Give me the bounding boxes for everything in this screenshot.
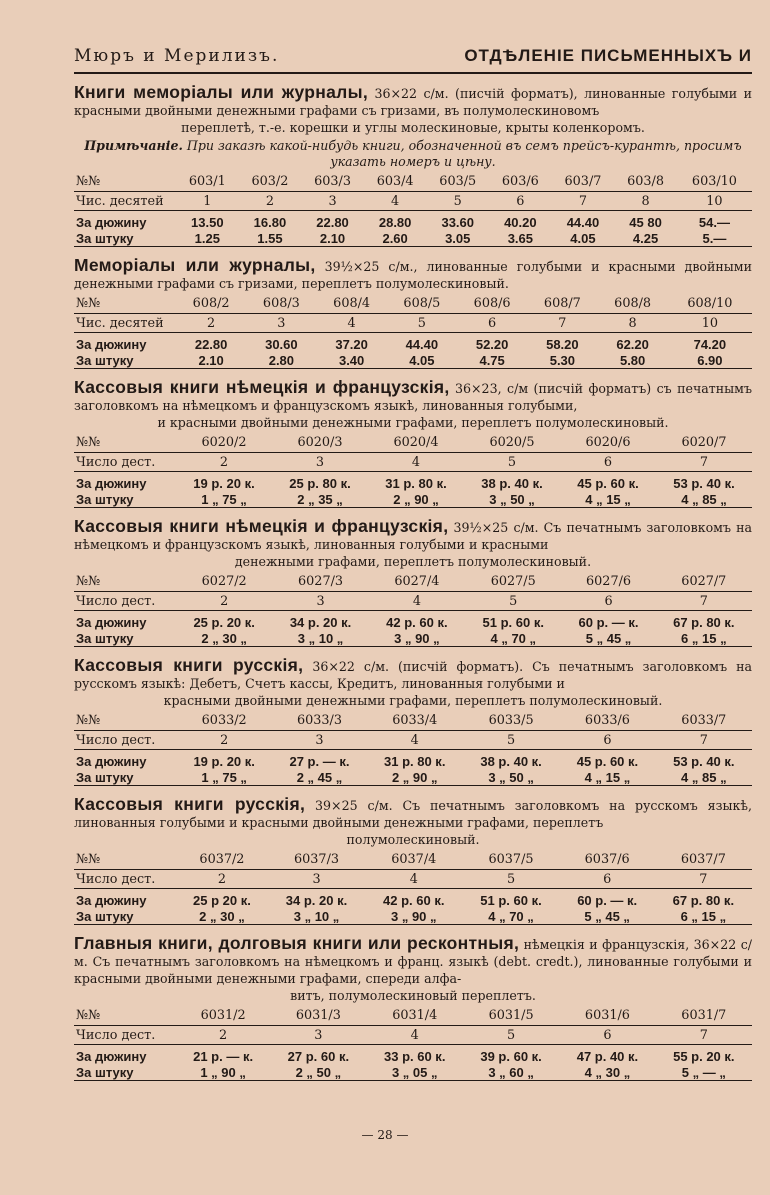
table-cell: 3 <box>301 192 364 211</box>
table-cell: 3.65 <box>489 230 552 247</box>
table-cell: 5 „ 45 „ <box>561 630 655 647</box>
section-intro <box>74 84 752 136</box>
table-cell: 7 <box>656 731 752 750</box>
table-cell: 6031/3 <box>295 1008 341 1023</box>
table-cell: 6027/6 <box>586 574 632 589</box>
table-cell: 2 <box>176 314 246 333</box>
table-cell: 3 „ 50 „ <box>464 491 560 508</box>
catalog-number-row <box>74 294 752 314</box>
table-cell: 8 <box>614 192 677 211</box>
table-cell: 60 р. — к. <box>577 892 638 908</box>
row-label: За дюжину <box>76 1048 147 1064</box>
table-cell: 3 <box>268 870 365 889</box>
table-cell: 4.25 <box>614 230 677 247</box>
section-description-end: денежными графами, переплетъ полумолескиновый. <box>234 554 592 569</box>
table-cell: 47 р. 40 к. <box>576 1048 639 1064</box>
table-cell: 2 „ 35 „ <box>272 491 368 508</box>
row-label: За дюжину <box>76 892 147 908</box>
table-cell: 6 <box>561 592 655 611</box>
table-cell: 6037/2 <box>199 852 245 867</box>
table-cell: 603/1 <box>188 174 226 189</box>
table-cell: 42 р. 60 к. <box>386 614 448 630</box>
table-cell: 6027/3 <box>298 574 344 589</box>
table-cell: 4 <box>367 731 463 750</box>
table-cell: 6033/6 <box>584 713 630 728</box>
section-intro <box>74 935 752 1004</box>
table-cell: 608/4 <box>333 296 371 311</box>
table-cell: 33.60 <box>441 214 475 230</box>
quantity-row <box>74 453 752 472</box>
quantity-row <box>74 192 752 211</box>
table-cell: 6020/4 <box>393 435 439 450</box>
price-section <box>74 379 752 508</box>
table-cell: 4 <box>317 314 387 333</box>
table-cell: 7 <box>655 870 752 889</box>
row-label: №№ <box>76 852 101 867</box>
quantity-row <box>74 870 752 889</box>
table-cell: 2 „ 90 „ <box>368 491 464 508</box>
table-cell: 2 „ 90 „ <box>367 769 463 786</box>
catalog-number-row <box>74 850 752 870</box>
table-cell: 22.80 <box>316 214 349 230</box>
catalog-number-row <box>74 1006 752 1026</box>
section-intro <box>74 657 752 709</box>
table-cell: 44.40 <box>405 336 439 352</box>
table-cell: 45 р. 60 к. <box>577 475 639 491</box>
table-cell: 6037/3 <box>294 852 340 867</box>
table-cell: 6 <box>559 1026 655 1045</box>
table-cell: 39 р. 60 к. <box>480 1048 542 1064</box>
table-cell: 31 р. 80 к. <box>385 475 447 491</box>
table-cell: 25 р 20 к. <box>193 892 251 908</box>
section-title: Меморіалы или журналы, <box>74 255 316 275</box>
price-per-dozen-row <box>74 336 752 352</box>
table-cell: 30.60 <box>265 336 298 352</box>
table-cell: 16.80 <box>253 214 287 230</box>
note-label: Примѣчаніе. <box>84 138 183 153</box>
table-cell: 6033/4 <box>392 713 438 728</box>
table-cell: 3 „ 10 „ <box>272 630 368 647</box>
price-section <box>74 657 752 786</box>
table-cell: 5.30 <box>527 352 597 369</box>
table-cell: 3 <box>272 453 368 472</box>
section-title: Кассовыя книги русскія, <box>74 655 304 675</box>
table-cell: 608/5 <box>403 296 441 311</box>
table-cell: 608/2 <box>192 296 230 311</box>
note-text: При заказѣ какой-нибудь книги, обозначенной въ семъ прейсъ-курантѣ, просимъ указать номеръ и цѣну. <box>186 138 742 169</box>
price-per-dozen-row <box>74 614 752 630</box>
table-cell: 3 <box>272 731 366 750</box>
table-cell: 53 р. 40 к. <box>673 475 735 491</box>
table-cell: 4 „ 70 „ <box>465 630 561 647</box>
table-cell: 608/7 <box>543 296 581 311</box>
table-cell: 22.80 <box>194 336 228 352</box>
table-cell: 60 р. — к. <box>578 614 639 630</box>
table-cell: 3 <box>246 314 316 333</box>
section-description-end: витъ, полумолескиновый переплетъ. <box>290 988 536 1003</box>
price-table <box>74 572 752 647</box>
row-label: За штуку <box>74 1064 176 1081</box>
table-cell: 6037/6 <box>584 852 630 867</box>
table-cell: 53 р. 40 к. <box>673 753 735 769</box>
table-cell: 51 р. 60 к. <box>480 892 542 908</box>
table-cell: 2 <box>176 731 272 750</box>
table-cell: 5 <box>463 731 559 750</box>
section-title: Кассовыя книги русскія, <box>74 794 306 814</box>
table-cell: 7 <box>552 192 615 211</box>
table-cell: 55 р. 20 к. <box>673 1048 735 1064</box>
section-intro <box>74 796 752 848</box>
table-cell: 6 „ 15 „ <box>656 630 752 647</box>
table-cell: 52.20 <box>475 336 509 352</box>
price-per-dozen-row <box>74 753 752 769</box>
section-description-end: переплетѣ, т.-е. корешки и углы молескиновые, крыты коленкоромъ. <box>181 120 645 135</box>
table-cell: 2 <box>176 1026 270 1045</box>
section-description: 36×22 с/м. (писчій форматъ). Съ печатнымъ заголовкомъ на русскомъ языкѣ: Дебетъ, Счетъ кассы, Кредитъ, линованныя голубыми и <box>74 659 752 691</box>
table-cell: 608/10 <box>687 296 733 311</box>
table-cell: 45 р. 60 к. <box>576 753 639 769</box>
table-cell: 51 р. 60 к. <box>482 614 544 630</box>
price-table <box>74 850 752 925</box>
price-per-dozen-row <box>74 1048 752 1064</box>
table-cell: 3 „ 50 „ <box>463 769 559 786</box>
table-cell: 5 „ 45 „ <box>560 908 655 925</box>
row-label: За дюжину <box>76 753 147 769</box>
table-cell: 6031/7 <box>681 1008 727 1023</box>
table-cell: 42 р. 60 к. <box>383 892 445 908</box>
table-cell: 608/3 <box>262 296 300 311</box>
table-cell: 45 80 <box>629 214 662 230</box>
section-title: Кассовыя книги нѣмецкія и французскія, <box>74 516 449 536</box>
table-cell: 4.05 <box>552 230 615 247</box>
section-description-end: и красными двойными денежными графами, переплетъ полумолескиновый. <box>157 415 669 430</box>
table-cell: 34 р. 20 к. <box>289 614 352 630</box>
row-label: За дюжину <box>76 614 147 630</box>
price-per-piece-row <box>74 230 752 247</box>
table-cell: 608/6 <box>473 296 511 311</box>
running-head <box>74 0 752 74</box>
row-label: За штуку <box>74 491 176 508</box>
table-cell: 603/3 <box>314 174 351 189</box>
table-cell: 2 <box>176 592 272 611</box>
table-cell: 608/8 <box>614 296 652 311</box>
row-label: За дюжину <box>76 336 147 352</box>
table-cell: 8 <box>598 314 668 333</box>
table-cell: 33 р. 60 к. <box>384 1048 446 1064</box>
table-cell: 603/2 <box>251 174 289 189</box>
section-description: 39×25 с/м. Съ печатнымъ заголовкомъ на русскомъ языкѣ, линованныя голубыми и красными двойными денежными графами, переплетъ <box>74 798 752 830</box>
table-cell: 5 <box>463 1026 559 1045</box>
section-description: 39½×25 с/м., линованные голубыми и красными двойными денежными графами съ гризами, переплетъ полумолескиновый. <box>74 259 752 291</box>
table-cell: 6020/6 <box>585 435 631 450</box>
price-per-dozen-row <box>74 892 752 908</box>
price-section <box>74 84 752 247</box>
row-label: №№ <box>76 435 101 450</box>
table-cell: 67 р. 80 к. <box>672 892 735 908</box>
row-label: За штуку <box>74 230 176 247</box>
row-label: Число дест. <box>74 731 176 750</box>
catalog-number-row <box>74 433 752 453</box>
table-cell: 2 <box>239 192 302 211</box>
table-cell: 3 „ 90 „ <box>369 630 465 647</box>
catalog-number-row <box>74 572 752 592</box>
table-cell: 25 р. 80 к. <box>289 475 351 491</box>
price-table <box>74 172 752 247</box>
price-table <box>74 433 752 508</box>
table-cell: 3 „ 10 „ <box>268 908 365 925</box>
table-cell: 5 <box>464 453 560 472</box>
row-label: Число дест. <box>74 870 176 889</box>
running-head-right: ОТДѢЛЕНІЕ ПИСЬМЕННЫХЪ И <box>464 46 752 65</box>
price-per-dozen-row <box>74 214 752 230</box>
page-number: — 28 — <box>361 1128 409 1142</box>
table-cell: 19 р. 20 к. <box>193 753 255 769</box>
table-cell: 6020/5 <box>489 435 535 450</box>
table-cell: 44.40 <box>566 214 600 230</box>
table-cell: 54.— <box>698 214 730 230</box>
section-description: нѣмецкія и французскія, 36×22 с/м. Съ печатнымъ заголовкомъ на нѣмецкомъ и франц. языкѣ (debt. credt.), линованные голубыми и красными двойными денежными графами, спереди алфа- <box>74 937 752 986</box>
row-label: №№ <box>76 1008 101 1023</box>
table-cell: 5.— <box>677 230 752 247</box>
row-label: За штуку <box>74 908 176 925</box>
price-section <box>74 518 752 647</box>
quantity-row <box>74 314 752 333</box>
price-per-piece-row <box>74 1064 752 1081</box>
price-per-piece-row <box>74 630 752 647</box>
table-cell: 6027/4 <box>394 574 440 589</box>
price-per-piece-row <box>74 352 752 369</box>
table-cell: 4 <box>365 870 462 889</box>
table-cell: 5.80 <box>598 352 668 369</box>
running-head-left: Мюръ и Мерилизъ. <box>74 46 280 66</box>
table-cell: 38 р. 40 к. <box>480 753 542 769</box>
table-cell: 28.80 <box>378 214 412 230</box>
table-cell: 34 р. 20 к. <box>285 892 348 908</box>
table-cell: 7 <box>656 592 752 611</box>
table-cell: 4 „ 70 „ <box>462 908 559 925</box>
section-intro <box>74 257 752 292</box>
table-cell: 603/10 <box>691 174 737 189</box>
price-section <box>74 935 752 1081</box>
price-section <box>74 796 752 925</box>
section-description-end: красными двойными денежными графами, переплетъ полумолескиновый. <box>163 693 663 708</box>
table-cell: 37.20 <box>335 336 368 352</box>
price-per-piece-row <box>74 769 752 786</box>
table-cell: 58.20 <box>546 336 579 352</box>
table-cell: 603/5 <box>439 174 477 189</box>
table-cell: 1 „ 75 „ <box>176 491 272 508</box>
section-intro <box>74 518 752 570</box>
table-cell: 6033/5 <box>488 713 534 728</box>
table-cell: 6033/7 <box>681 713 727 728</box>
table-cell: 2.10 <box>176 352 246 369</box>
table-cell: 1.55 <box>239 230 302 247</box>
table-cell: 6031/4 <box>392 1008 438 1023</box>
catalog-number-row <box>74 711 752 731</box>
row-label: Чис. десятей <box>74 314 176 333</box>
table-cell: 6037/5 <box>488 852 534 867</box>
table-cell: 4 „ 15 „ <box>559 769 655 786</box>
catalog-number-row <box>74 172 752 192</box>
table-cell: 5 „ — „ <box>656 1064 752 1081</box>
table-cell: 603/6 <box>501 174 539 189</box>
table-cell: 6037/4 <box>391 852 437 867</box>
row-label: За дюжину <box>76 475 147 491</box>
table-cell: 2 „ 50 „ <box>270 1064 366 1081</box>
section-description: 36×23, с/м (писчій форматъ) съ печатнымъ заголовкомъ на нѣмецкомъ и французскомъ языкѣ, линованныя голубыми, <box>74 381 752 413</box>
table-cell: 603/7 <box>564 174 602 189</box>
table-cell: 2 „ 30 „ <box>176 630 272 647</box>
section-description: 36×22 с/м. (писчій форматъ), линованные голубыми и красными двойными денежными графами съ гризами, въ полумолескиновомъ <box>74 86 753 118</box>
table-cell: 4 „ 30 „ <box>559 1064 655 1081</box>
table-cell: 7 <box>527 314 597 333</box>
section-title: Книги меморіалы или журналы, <box>74 82 369 102</box>
price-section <box>74 257 752 369</box>
table-cell: 3 „ 90 „ <box>365 908 462 925</box>
table-cell: 38 р. 40 к. <box>481 475 543 491</box>
table-cell: 10 <box>677 192 752 211</box>
table-cell: 62.20 <box>616 336 649 352</box>
table-cell: 6 <box>559 731 655 750</box>
quantity-row <box>74 592 752 611</box>
table-cell: 4 „ 85 „ <box>656 769 752 786</box>
table-cell: 6027/2 <box>201 574 247 589</box>
table-cell: 3 „ 60 „ <box>463 1064 559 1081</box>
row-label: Число дест. <box>74 453 176 472</box>
table-cell: 6031/2 <box>200 1008 246 1023</box>
row-label: За штуку <box>74 769 176 786</box>
price-per-dozen-row <box>74 475 752 491</box>
table-cell: 6020/3 <box>297 435 343 450</box>
table-cell: 6033/3 <box>296 713 342 728</box>
table-cell: 25 р. 20 к. <box>193 614 255 630</box>
price-table <box>74 711 752 786</box>
price-table <box>74 294 752 369</box>
table-cell: 3 <box>270 1026 366 1045</box>
row-label: Число дест. <box>74 1026 176 1045</box>
table-cell: 7 <box>656 1026 752 1045</box>
table-cell: 4 <box>364 192 427 211</box>
table-cell: 6027/7 <box>681 574 727 589</box>
table-cell: 6020/2 <box>201 435 247 450</box>
row-label: За штуку <box>74 630 176 647</box>
row-label: За штуку <box>74 352 176 369</box>
table-cell: 6 <box>560 453 656 472</box>
table-cell: 4 <box>367 1026 463 1045</box>
table-cell: 6037/7 <box>680 852 726 867</box>
section-note <box>74 138 752 170</box>
table-cell: 40.20 <box>504 214 537 230</box>
table-cell: 3.40 <box>317 352 387 369</box>
table-cell: 1.25 <box>176 230 239 247</box>
table-cell: 2 <box>176 870 268 889</box>
table-cell: 6 <box>457 314 527 333</box>
table-cell: 6 „ 15 „ <box>655 908 752 925</box>
price-table <box>74 1006 752 1081</box>
table-cell: 1 <box>176 192 239 211</box>
table-cell: 6033/2 <box>201 713 247 728</box>
section-description-end: полумолескиновый. <box>346 832 480 847</box>
table-cell: 1 „ 75 „ <box>176 769 272 786</box>
price-sections <box>74 84 752 1081</box>
row-label: №№ <box>76 174 101 189</box>
section-title: Кассовыя книги нѣмецкія и французскія, <box>74 377 450 397</box>
table-cell: 2 „ 30 „ <box>176 908 268 925</box>
section-intro <box>74 379 752 431</box>
table-cell: 19 р. 20 к. <box>193 475 255 491</box>
table-cell: 6.90 <box>668 352 752 369</box>
table-cell: 603/4 <box>376 174 414 189</box>
row-label: Чис. десятей <box>74 192 176 211</box>
table-cell: 6 <box>489 192 552 211</box>
table-cell: 21 р. — к. <box>193 1048 254 1064</box>
table-cell: 5 <box>426 192 489 211</box>
table-cell: 6031/6 <box>584 1008 630 1023</box>
table-cell: 2.60 <box>364 230 427 247</box>
table-cell: 603/8 <box>627 174 665 189</box>
table-cell: 67 р. 80 к. <box>673 614 735 630</box>
table-cell: 3.05 <box>426 230 489 247</box>
price-per-piece-row <box>74 908 752 925</box>
section-title: Главныя книги, долговыя книги или ресконтныя, <box>74 933 520 953</box>
quantity-row <box>74 1026 752 1045</box>
table-cell: 6031/5 <box>488 1008 534 1023</box>
table-cell: 4 <box>369 592 465 611</box>
table-cell: 6027/5 <box>490 574 536 589</box>
table-cell: 27 р. — к. <box>289 753 350 769</box>
row-label: Число дест. <box>74 592 176 611</box>
row-label: №№ <box>76 574 101 589</box>
table-cell: 7 <box>656 453 752 472</box>
table-cell: 6 <box>560 870 655 889</box>
table-cell: 4.75 <box>457 352 527 369</box>
table-cell: 4 <box>368 453 464 472</box>
table-cell: 2.80 <box>246 352 316 369</box>
section-description: 39½×25 с/м. Съ печатнымъ заголовкомъ на нѣмецкомъ и французскомъ языкѣ, линованныя голубыми и красными <box>74 520 752 552</box>
table-cell: 13.50 <box>191 214 224 230</box>
row-label: За дюжину <box>76 214 147 230</box>
table-cell: 3 <box>272 592 368 611</box>
table-cell: 4.05 <box>387 352 457 369</box>
table-cell: 10 <box>668 314 752 333</box>
row-label: №№ <box>76 296 101 311</box>
table-cell: 27 р. 60 к. <box>287 1048 350 1064</box>
table-cell: 2 „ 45 „ <box>272 769 366 786</box>
table-cell: 31 р. 80 к. <box>384 753 446 769</box>
row-label: №№ <box>76 713 101 728</box>
table-cell: 5 <box>462 870 559 889</box>
table-cell: 4 „ 85 „ <box>656 491 752 508</box>
table-cell: 5 <box>465 592 561 611</box>
table-cell: 5 <box>387 314 457 333</box>
price-per-piece-row <box>74 491 752 508</box>
table-cell: 74.20 <box>693 336 727 352</box>
table-cell: 6020/7 <box>681 435 727 450</box>
table-cell: 3 „ 05 „ <box>367 1064 463 1081</box>
table-cell: 4 „ 15 „ <box>560 491 656 508</box>
table-cell: 1 „ 90 „ <box>176 1064 270 1081</box>
table-cell: 2 <box>176 453 272 472</box>
quantity-row <box>74 731 752 750</box>
table-cell: 2.10 <box>301 230 364 247</box>
